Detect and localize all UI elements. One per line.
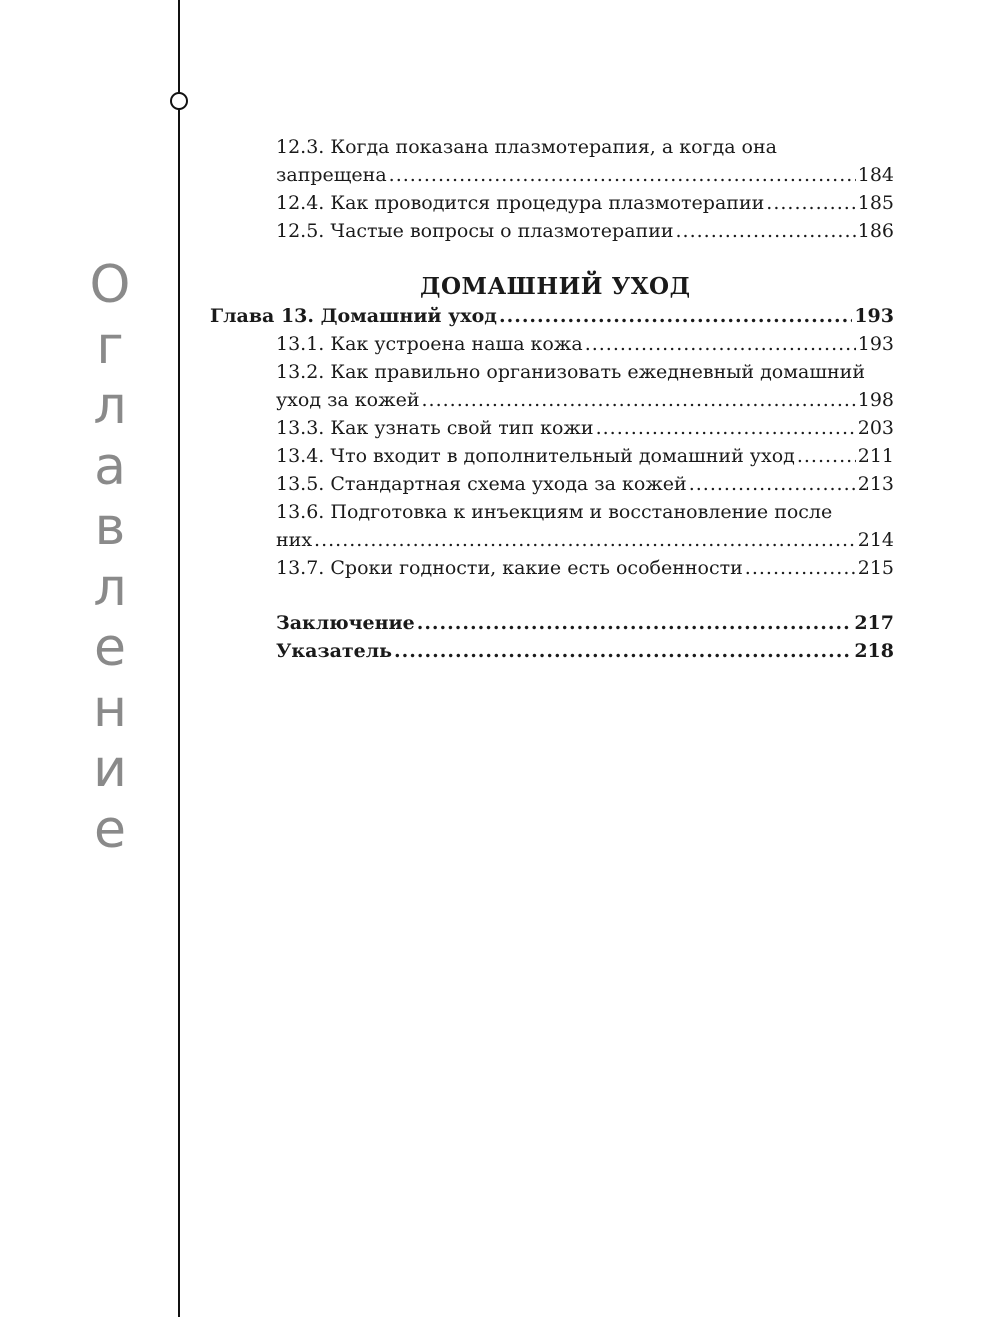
toc-entry-page: 184 (857, 164, 894, 186)
toc-entry-title: Заключение (276, 612, 415, 634)
toc-entry-page: 214 (857, 529, 894, 551)
toc-entry[interactable] (276, 470, 894, 498)
side-title-letter: н (93, 678, 127, 739)
dot-leader (676, 217, 856, 245)
dot-leader (745, 554, 856, 582)
toc-entry-page: 185 (857, 192, 894, 214)
toc-entry-title: уход за кожей (276, 389, 420, 411)
toc-entry[interactable] (276, 414, 894, 442)
side-title-letter: е (94, 618, 126, 678)
toc-entry-title: 13.6. Подготовка к инъекциям и восстановление после (276, 501, 833, 523)
toc-entry[interactable] (276, 554, 894, 582)
toc-entry-page: 193 (854, 305, 894, 327)
side-title-letter: е (94, 799, 126, 860)
side-title-letter: л (93, 376, 127, 436)
margin-rule-ring (170, 92, 188, 110)
toc-entry[interactable] (276, 442, 894, 470)
toc-entry[interactable] (276, 358, 894, 414)
toc-entry-title: 13.5. Стандартная схема ухода за кожей (276, 473, 687, 495)
dot-leader (689, 470, 856, 498)
toc-chapter[interactable] (210, 302, 894, 330)
toc-entry-page: 215 (857, 557, 894, 579)
toc-entry[interactable] (276, 330, 894, 358)
side-title-letter: и (93, 739, 127, 799)
section-heading: ДОМАШНИЙ УХОД (420, 273, 691, 300)
toc-entry-page: 193 (857, 333, 894, 355)
dot-leader (422, 386, 856, 414)
dot-leader (499, 302, 852, 330)
toc-entry-page: 211 (857, 445, 894, 467)
toc-closing-entry[interactable] (276, 609, 894, 637)
toc-entry-title: 13.7. Сроки годности, какие есть особенности (276, 557, 743, 579)
margin-rule (178, 0, 180, 1317)
toc-entry-title: 13.4. Что входит в дополнительный домашний уход (276, 445, 795, 467)
toc-entry[interactable] (276, 189, 894, 217)
dot-leader (314, 526, 856, 554)
toc-entry-title: 13.3. Как узнать свой тип кожи (276, 417, 594, 439)
toc-entry-page: 198 (857, 389, 894, 411)
side-title-letter: л (93, 557, 127, 618)
toc-entry-title: 13.2. Как правильно организовать ежедневный домашний (276, 361, 865, 383)
toc-closing-entry[interactable] (276, 637, 894, 665)
toc-entry-title: 12.3. Когда показана плазмотерапия, а когда она (276, 136, 777, 158)
toc-entry[interactable] (276, 133, 894, 189)
toc-entry-title: запрещена (276, 164, 387, 186)
side-title-letter: а (94, 436, 126, 497)
toc-entry[interactable] (276, 217, 894, 245)
toc-entry-page: 213 (857, 473, 894, 495)
toc-entry-page: 218 (854, 640, 894, 662)
toc-entry-title: 12.5. Частые вопросы о плазмотерапии (276, 220, 674, 242)
dot-leader (389, 161, 856, 189)
toc-entry-title: 12.4. Как проводится процедура плазмотерапии (276, 192, 765, 214)
toc-entry-title: 13.1. Как устроена наша кожа (276, 333, 583, 355)
dot-leader (417, 609, 853, 637)
toc-entry-page: 186 (857, 220, 894, 242)
dot-leader (585, 330, 856, 358)
toc-entry-page: 203 (857, 417, 894, 439)
dot-leader (797, 442, 856, 470)
toc-entry-page: 217 (854, 612, 894, 634)
toc-entry-title: Указатель (276, 640, 393, 662)
side-title-letter: г (96, 315, 124, 376)
side-title-letter: О (89, 255, 131, 315)
dot-leader (394, 637, 852, 665)
side-title (70, 255, 150, 860)
toc-entry-title: них (276, 529, 313, 551)
dot-leader (596, 414, 856, 442)
dot-leader (766, 189, 855, 217)
toc-entry[interactable] (276, 498, 894, 554)
side-title-letter: в (94, 497, 126, 557)
toc-entry-title: Глава 13. Домашний уход (210, 305, 497, 327)
